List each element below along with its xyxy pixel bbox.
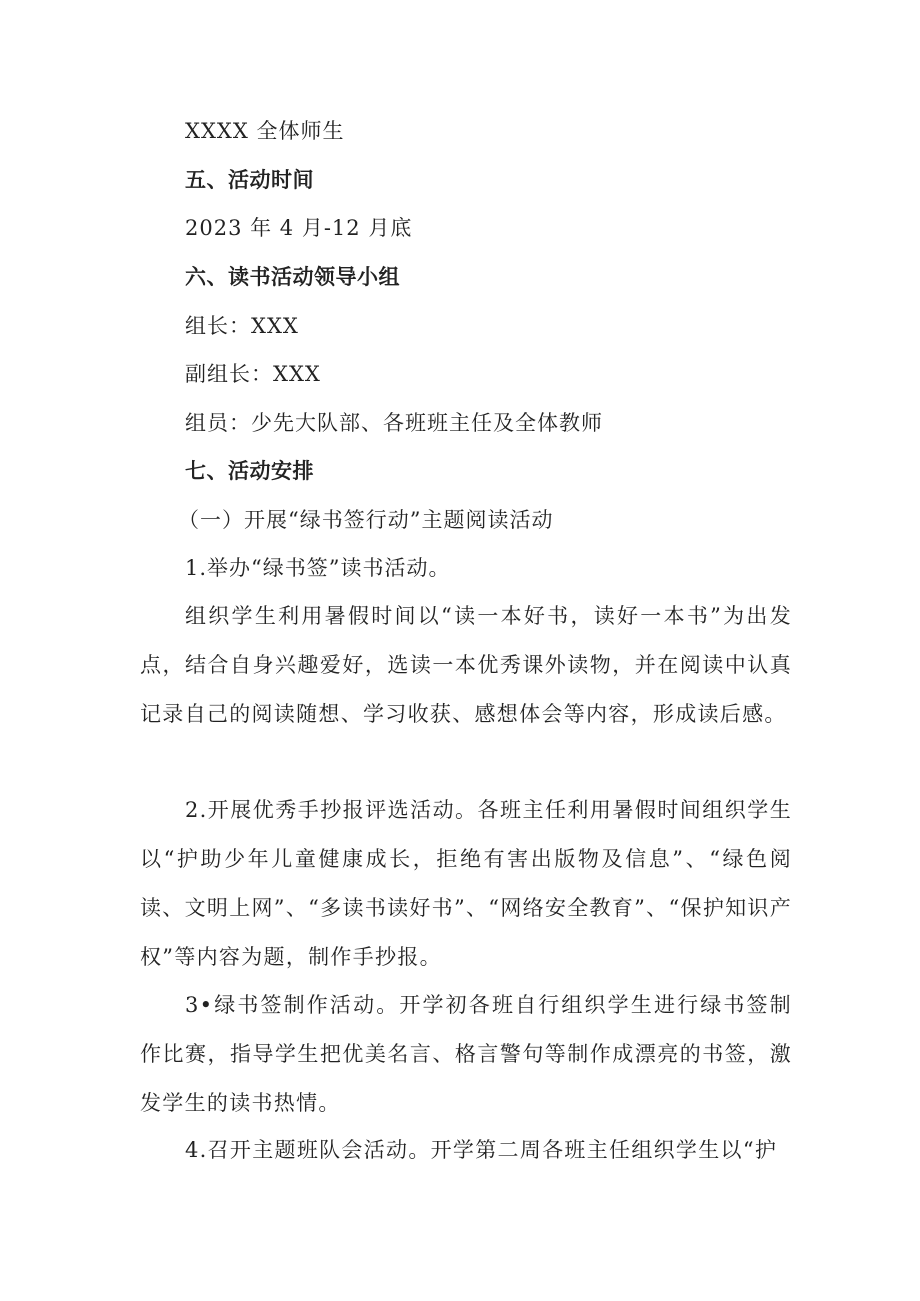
deputy-leader-text: 副组长：XXX: [185, 362, 321, 386]
section-5-heading: 五、活动时间: [185, 168, 314, 192]
subsection-1-heading: （一）开展“绿书签行动”主题阅读活动: [178, 508, 554, 532]
item-3-paragraph: 3•绿书签制作活动。开学初各班自行组织学生进行绿书签制作比赛，指导学生把优美名言、格言警句等制作成漂亮的书签，激发学生的读书热情。: [140, 993, 792, 1115]
members-text: 组员：少先大队部、各班班主任及全体教师: [185, 411, 603, 435]
section-6-heading: 六、读书活动领导小组: [185, 265, 400, 289]
leader-text: 组长：XXX: [185, 314, 299, 338]
item-4-paragraph: 4.召开主题班队会活动。开学第二周各班主任组织学生以“护: [185, 1138, 778, 1162]
participants-text: XXXX 全体师生: [185, 119, 345, 143]
activity-period-text: 2023 年 4 月-12 月底: [185, 216, 413, 240]
item-1-heading: 1.举办“绿书签”读书活动。: [185, 556, 451, 580]
item-2-paragraph: 2.开展优秀手抄报评选活动。各班主任利用暑假时间组织学生以“护助少年儿童健康成长，拒绝有害出版物及信息”、“绿色阅读、文明上网”、“多读书读好书”、“网络安全教育”、“保护知识产权”等内容为题，制作手抄报。: [140, 798, 793, 969]
item-1-paragraph: 组织学生利用暑假时间以“读一本好书，读好一本书”为出发点，结合自身兴趣爱好，选读一本优秀课外读物，并在阅读中认真记录自己的阅读随想、学习收获、感想体会等内容，形成读后感。: [140, 604, 792, 726]
section-7-heading: 七、活动安排: [185, 459, 314, 483]
